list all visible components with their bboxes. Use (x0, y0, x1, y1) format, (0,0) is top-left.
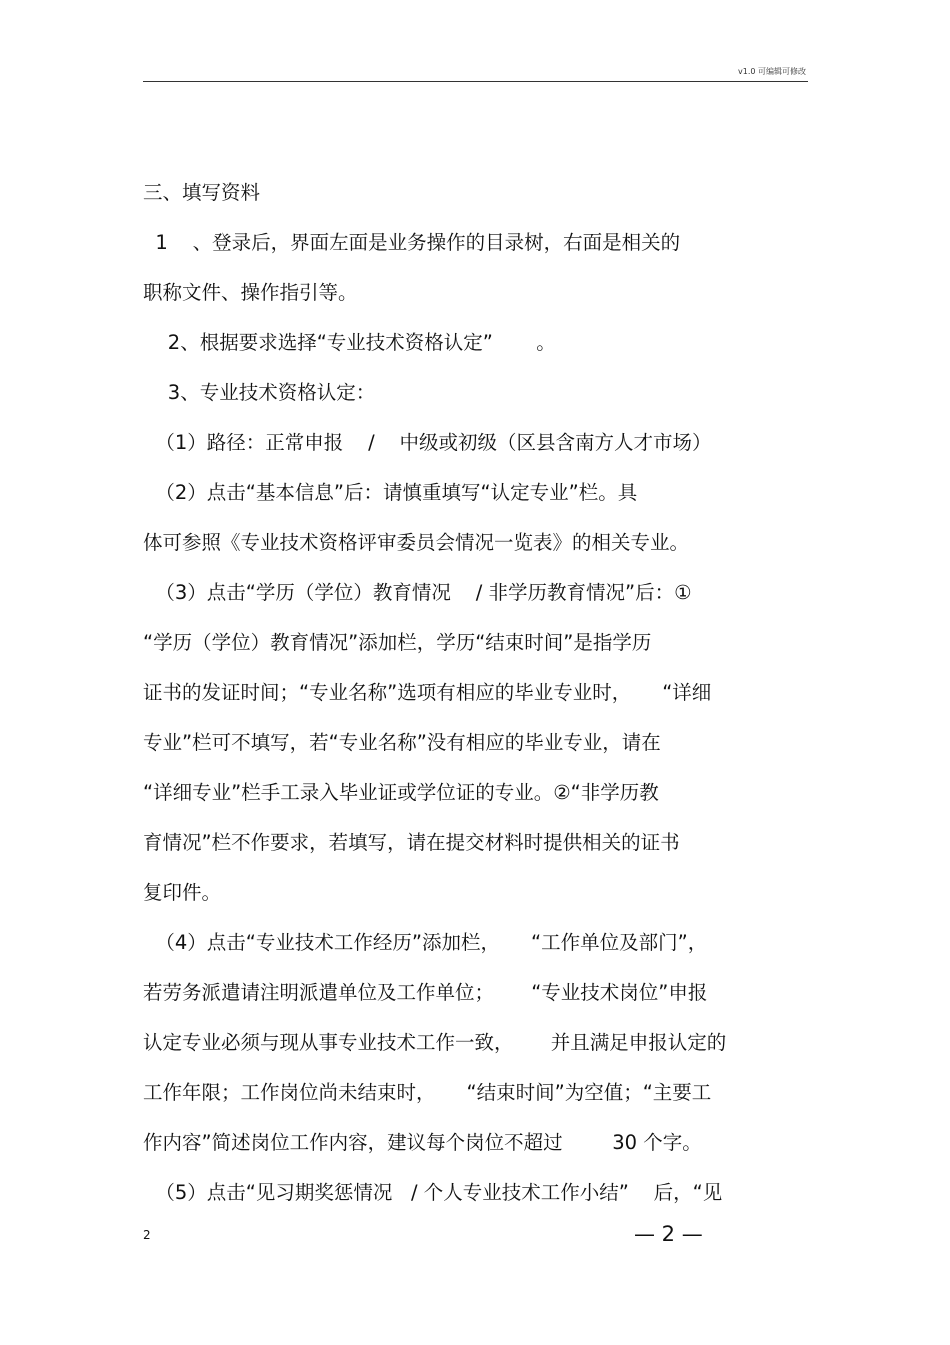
paragraph-line: （1）路径：正常申报 / 中级或初级（区县含南方人才市场） (143, 431, 712, 454)
paragraph-line: （5）点击“见习期奖惩情况 / 个人专业技术工作小结” 后，“见 (143, 1181, 723, 1204)
paragraph-line: 证书的发证时间；“专业名称”选项有相应的毕业专业时， “详细 (143, 681, 712, 704)
paragraph-line: 作内容”简述岗位工作内容，建议每个岗位不超过 30 个字。 (143, 1131, 702, 1154)
footer-page-number: — 2 — (634, 1222, 703, 1246)
paragraph-line: 3、专业技术资格认定： (143, 381, 376, 404)
paragraph-line: 1 、登录后，界面左面是业务操作的目录树，右面是相关的 (143, 231, 681, 254)
footer-page-number-small: 2 (143, 1228, 151, 1242)
paragraph-line: 复印件。 (143, 881, 222, 904)
paragraph-line: （4）点击“专业技术工作经历”添加栏， “工作单位及部门”， (143, 931, 708, 954)
paragraph-line: 专业”栏可不填写，若“专业名称”没有相应的毕业专业，请在 (143, 731, 661, 754)
paragraph-line: 体可参照《专业技术资格评审委员会情况一览表》的相关专业。 (143, 531, 690, 554)
header-rule (143, 81, 808, 82)
section-heading: 三、填写资料 (143, 181, 261, 204)
header-version-text: v1.0 可编辑可修改 (738, 67, 806, 76)
paragraph-line: 若劳务派遣请注明派遣单位及工作单位； “专业技术岗位”申报 (143, 981, 708, 1004)
paragraph-line: 认定专业必须与现从事专业技术工作一致， 并且满足申报认定的 (143, 1031, 727, 1054)
paragraph-line: “学历（学位）教育情况”添加栏，学历“结束时间”是指学历 (143, 631, 652, 654)
paragraph-line: 工作年限；工作岗位尚未结束时， “结束时间”为空值；“主要工 (143, 1081, 712, 1104)
paragraph-line: 2、根据要求选择“专业技术资格认定” 。 (143, 331, 556, 354)
paragraph-line: 职称文件、操作指引等。 (143, 281, 358, 304)
paragraph-line: 育情况”栏不作要求，若填写，请在提交材料时提供相关的证书 (143, 831, 680, 854)
paragraph-line: （2）点击“基本信息”后：请慎重填写“认定专业”栏。具 (143, 481, 638, 504)
paragraph-line: （3）点击“学历（学位）教育情况 / 非学历教育情况”后：① (143, 581, 692, 604)
paragraph-line: “详细专业”栏手工录入毕业证或学位证的专业。②“非学历教 (143, 781, 659, 804)
